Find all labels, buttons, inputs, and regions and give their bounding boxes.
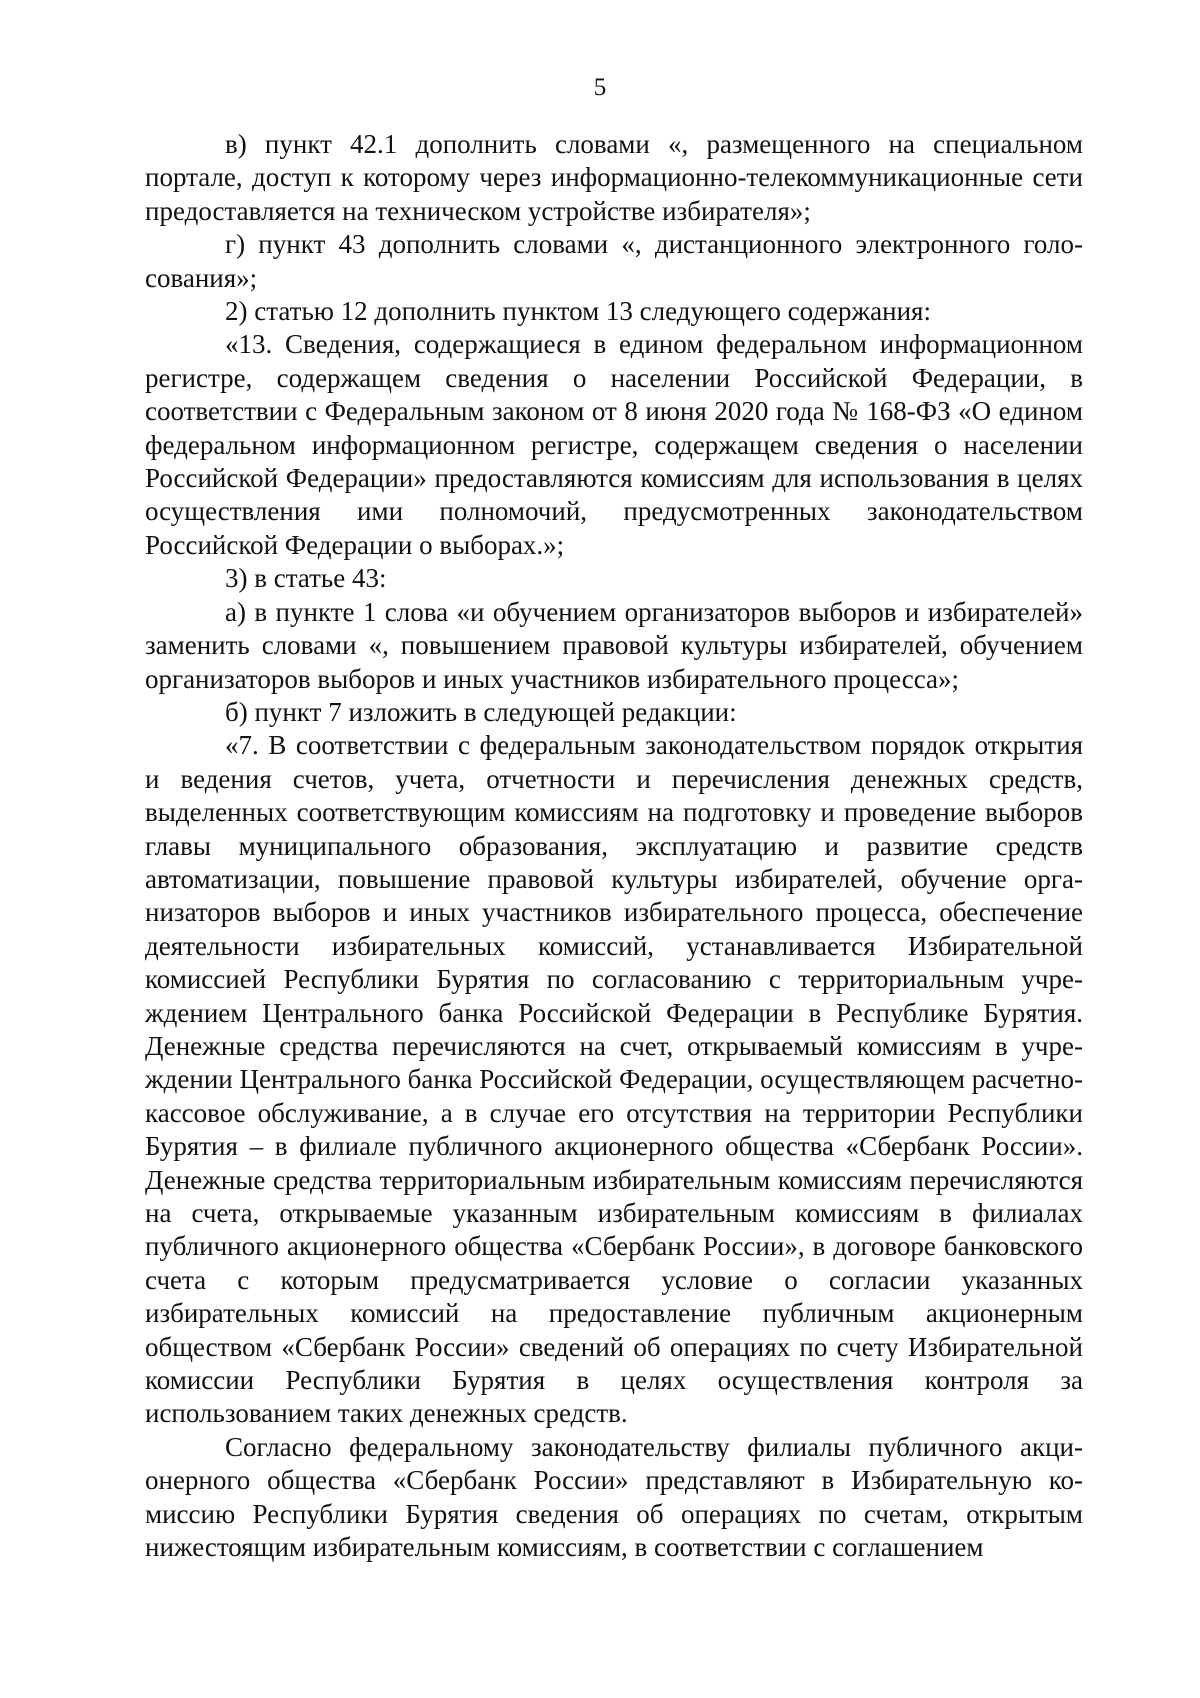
paragraph-point-1: а) в пункте 1 слова «и обучением организаторов выборов и избирателей» заменить словами «, повышением правовой культуры избирателей, обучением организаторов выборов и иных участников избирательного процесса»; <box>145 596 1083 694</box>
paragraph-amend-43: г) пункт 43 дополнить словами «, дистанционного электронного голосования»; <box>145 229 1083 293</box>
paragraph-point-7-intro: б) пункт 7 изложить в следующей редакции: <box>225 696 737 727</box>
paragraph-article-43: 3) в статье 43: <box>225 563 387 594</box>
page-number: 5 <box>593 74 607 101</box>
document-body <box>145 128 1083 1564</box>
paragraph-point-13: «13. Сведения, содержащиеся в едином федеральном информационном регистре, содержащем сведения о населении Российской Федерации, в соответствии с Федеральным законом от 8 июня 2020 года № 168-ФЗ «О едином федеральном информационном регистре, содержащем сведения о населении Российской Федерации» предоставляются комиссиям для использования в целях осуществления ими полномочий, предусмотренных законодательством Российской Федерации о выборах.»; <box>145 329 1083 560</box>
paragraph-amend-42-1: в) пункт 42.1 дополнить словами «, размещенного на специальном портале, доступ к которому через информационно-телекоммуникационные сети предоставляется на техническом устройстве избирателя»; <box>145 129 1083 226</box>
paragraph-point-7-text: «7. В соответствии с федеральным законодательством порядок открытия и ведения счетов, учета, отчетности и перечисления денежных средств, выделенных соответствующим комиссиям на подготовку и проведение выборов главы муниципального образования, эксплуатацию и развитие средств автоматизации, повышение правовой культуры избирателей, обучение организаторов выборов и иных участников избирательного процесса, обеспечение деятельности избирательных комиссий, устанавливается Избирательной комиссией Республики Бурятия по согласованию с территориальным учреждением Центрального банка Российской Федерации в Республике Бурятия. Денежные средства перечисляются на счет, открываемый комиссиям в учреждении Центрального банка Российской Федерации, осуществляющем расчетно-кассовое обслуживание, а в случае его отсутствия на территории Республики Бурятия – в филиале публичного акционерного общества «Сбербанк России». Денежные средства территориальным избирательным комиссиям перечисляются на счета, открываемые указанным избирательным комиссиям в филиалах публичного акционерного общества «Сбербанк России», в договоре банковского счета с которым предусматривается условие о согласии указанных избирательных комиссий на предоставление публичным акционерным обществом «Сбербанк России» сведений об операциях по счету Избирательной комиссии Республики Бурятия в целях осуществления контроля за использованием таких денежных средств. <box>145 730 1083 1429</box>
paragraph-article-12: 2) статью 12 дополнить пунктом 13 следующего содержания: <box>225 296 931 327</box>
paragraph-sberbank-reporting: Согласно федеральному законодательству филиалы публичного акционерного общества «Сбербанк России» представляют в Избирательную комиссию Республики Бурятия сведения об операциях по счетам, открытым нижестоящим избирательным комиссиям, в соответствии с соглашением <box>145 1431 1083 1563</box>
